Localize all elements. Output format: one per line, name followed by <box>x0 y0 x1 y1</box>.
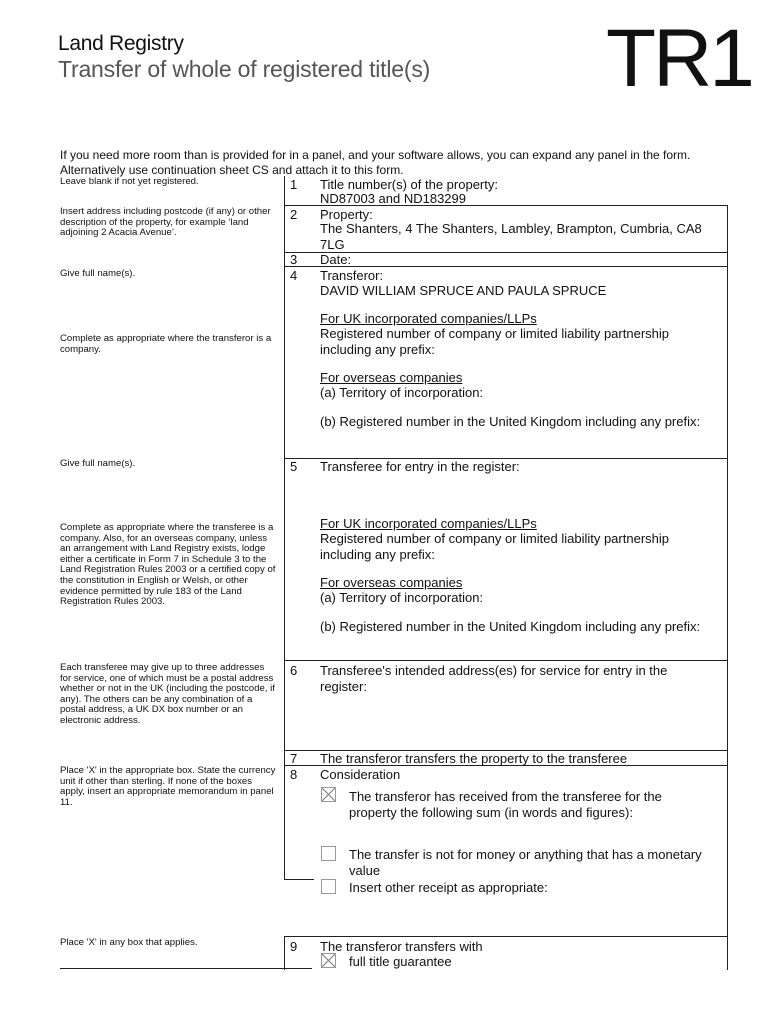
divider-5-6 <box>284 660 728 661</box>
org-name: Land Registry <box>58 32 184 55</box>
note-panel-8: Place 'X' in the appropriate box. State the currency unit if other than sterling. If none of the boxes apply, insert an appropriate memorandum in panel 11. <box>60 765 276 808</box>
divider-8-9 <box>284 936 728 937</box>
panel-6-number: 6 <box>290 663 298 678</box>
panel-right-border <box>727 205 728 970</box>
panel-8-number: 8 <box>290 767 298 782</box>
panel-5-number: 5 <box>290 459 298 474</box>
panel-9-number: 9 <box>290 939 298 954</box>
panel-1-number: 1 <box>290 177 298 192</box>
panel-2-label: Property: <box>320 207 373 222</box>
transferor-uk-heading: For UK incorporated companies/LLPs <box>320 311 537 326</box>
transferee-uk-text: Registered number of company or limited liability partnership including any prefix: <box>320 531 669 562</box>
transferor-name-field[interactable]: DAVID WILLIAM SPRUCE AND PAULA SPRUCE <box>320 283 607 298</box>
transferee-overseas-heading: For overseas companies <box>320 575 463 590</box>
transferee-label: Transferee for entry in the register: <box>320 459 520 474</box>
panel-1-label: Title number(s) of the property: <box>320 177 498 192</box>
note-panel-5-company: Complete as appropriate where the transferee is a company. Also, for an overseas company, unless an arrangement with Land Registry exists, lodge either a certificate in Form 7 in Schedule 3 to the Land Registration Rules 2003 or a certified copy of the constitution in English or Welsh, or other evidence permitted by rule 183 of the Land Registration Rules 2003. <box>60 522 276 608</box>
intro-text: If you need more room than is provided for in a panel, and your software allows, you can expand any panel in the form. Alternatively use continuation sheet CS and attach it to this form. <box>60 148 691 177</box>
note-panel-5-name: Give full name(s). <box>60 458 136 469</box>
property-address-field[interactable]: The Shanters, 4 The Shanters, Lambley, Brampton, Cumbria, CA8 7LG <box>320 221 702 252</box>
panel-3-number: 3 <box>290 252 298 267</box>
note-panel-4-company: Complete as appropriate where the transferor is a company. <box>60 333 272 355</box>
transferor-uk-reg-number: (b) Registered number in the United Kingdom including any prefix: <box>320 414 701 429</box>
panel-left-border <box>284 176 285 879</box>
transfer-statement: The transferor transfers the property to the transferee <box>320 751 628 766</box>
note-panel-9: Place 'X' in any box that applies. <box>60 937 198 948</box>
transferor-overseas-heading: For overseas companies <box>320 370 463 385</box>
date-label: Date: <box>320 252 352 267</box>
transferee-uk-heading: For UK incorporated companies/LLPs <box>320 516 537 531</box>
note-panel-4-name: Give full name(s). <box>60 268 136 279</box>
note-panel-1: Leave blank if not yet registered. <box>60 176 199 187</box>
full-title-guarantee-checkbox[interactable] <box>321 953 336 968</box>
full-title-guarantee-text: full title guarantee <box>349 954 452 969</box>
not-for-money-checkbox[interactable] <box>321 846 336 861</box>
panel-2-number: 2 <box>290 207 298 222</box>
other-receipt-text: Insert other receipt as appropriate: <box>349 880 548 895</box>
title-numbers-field[interactable]: ND87003 and ND183299 <box>320 191 466 206</box>
not-for-money-text: The transfer is not for money or anything that has a monetary value <box>349 847 702 878</box>
other-receipt-checkbox[interactable] <box>321 879 336 894</box>
x-mark-icon <box>322 954 335 967</box>
note-panel-6: Each transferee may give up to three addresses for service, one of which must be a postal address whether or not in the UK (including the postcode, if any). The others can be any combination of a postal address, a UK DX box number or an electronic address. <box>60 662 275 726</box>
transferor-uk-text: Registered number of company or limited liability partnership including any prefix: <box>320 326 669 357</box>
form-code: TR1 <box>606 13 752 104</box>
panel-7-number: 7 <box>290 751 298 766</box>
consideration-received-checkbox[interactable] <box>321 787 336 802</box>
transferee-uk-reg-number: (b) Registered number in the United Kingdom including any prefix: <box>320 619 701 634</box>
x-mark-icon <box>322 788 335 801</box>
divider-8-stub <box>284 879 314 880</box>
note-underline <box>60 968 312 969</box>
consideration-received-text: The transferor has received from the transferee for the property the following sum (in words and figures): <box>349 789 662 820</box>
panel-4-number: 4 <box>290 268 298 283</box>
transferor-label: Transferor: <box>320 268 384 283</box>
form-title: Transfer of whole of registered title(s) <box>58 56 431 82</box>
panel-left-border-lower <box>284 936 285 970</box>
transferee-territory: (a) Territory of incorporation: <box>320 590 484 605</box>
note-panel-2: Insert address including postcode (if any) or other description of the property, for example ‘land adjoining 2 Acacia Avenue’. <box>60 206 271 239</box>
title-guarantee-label: The transferor transfers with <box>320 939 483 954</box>
transferor-territory: (a) Territory of incorporation: <box>320 385 484 400</box>
consideration-label: Consideration <box>320 767 401 782</box>
address-for-service-label: Transferee's intended address(es) for service for entry in the register: <box>320 663 668 694</box>
